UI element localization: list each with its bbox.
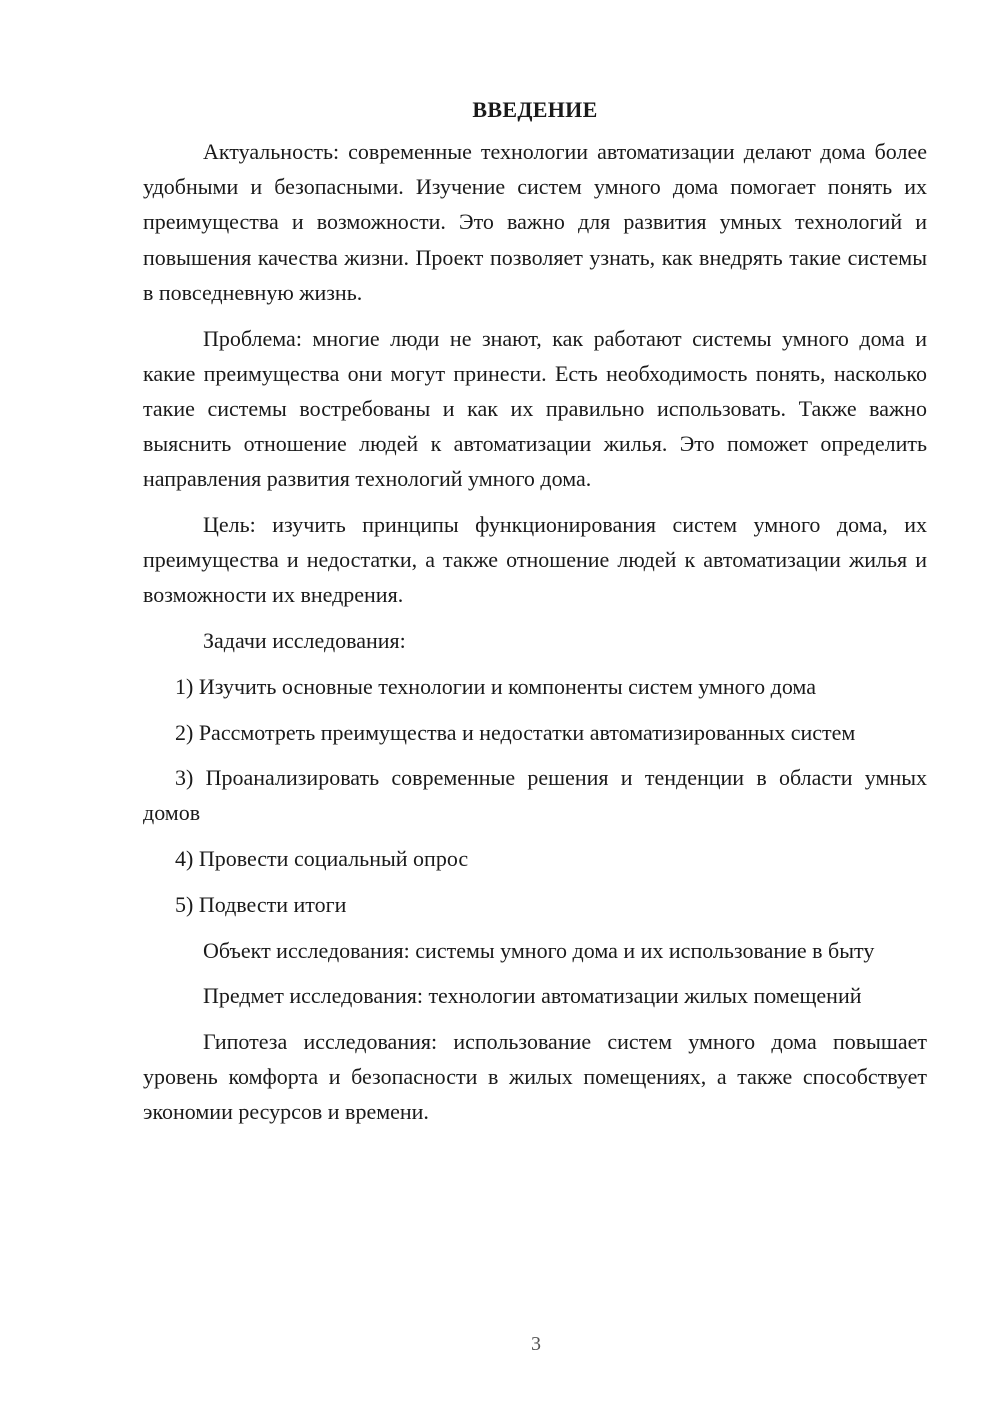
goal-paragraph: Цель: изучить принципы функционирования систем умного дома, их преимущества и недостатки, а также отношение людей к автоматизации жилья и возможности их внедрения. xyxy=(143,512,927,608)
relevance-paragraph: Актуальность: современные технологии автоматизации делают дома более удобными и безопасными. Изучение систем умного дома помогает понять их преимущества и возможности. Это важно для развития умных технологий и повышения качества жизни. Проект позволяет узнать, как внедрять такие системы в повседневную жизнь. xyxy=(143,139,927,305)
task-item: 3) Проанализировать современные решения и тенденции в области умных домов xyxy=(143,765,927,826)
tasks-heading: Задачи исследования: xyxy=(203,628,406,654)
subject-paragraph: Предмет исследования: технологии автоматизации жилых помещений xyxy=(203,983,862,1009)
problem-paragraph: Проблема: многие люди не знают, как работают системы умного дома и какие преимущества они могут принести. Есть необходимость понять, насколько такие системы востребованы и как их правильно использовать. Также важно выяснить отношение людей к автоматизации жилья. Это поможет определить направления развития технологий умного дома. xyxy=(143,325,927,492)
page-content xyxy=(143,92,927,1140)
task-item: 1) Изучить основные технологии и компоненты систем умного дома xyxy=(175,673,816,699)
object-paragraph: Объект исследования: системы умного дома и их использование в быту xyxy=(203,937,875,963)
hypothesis-paragraph: Гипотеза исследования: использование систем умного дома повышает уровень комфорта и безопасности в жилых помещениях, а также способствует экономии ресурсов и времени. xyxy=(143,1028,927,1125)
section-title: ВВЕДЕНИЕ xyxy=(472,97,598,122)
task-item: 2) Рассмотреть преимущества и недостатки автоматизированных систем xyxy=(175,719,856,745)
page-number: 3 xyxy=(531,1333,541,1355)
task-item: 5) Подвести итоги xyxy=(175,891,347,917)
task-item: 4) Провести социальный опрос xyxy=(175,846,469,872)
